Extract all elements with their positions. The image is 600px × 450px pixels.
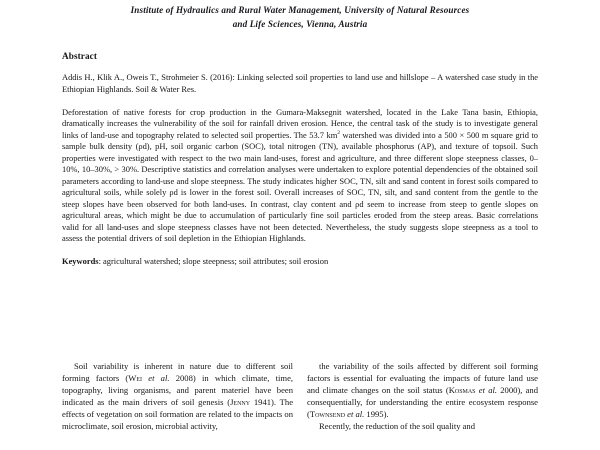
right-par2-text-a: Recently, the reduction of the soil quality and bbox=[319, 420, 476, 431]
left-par1-text-a: Soil variability is inherent in nature due to different soil forming factors ( bbox=[62, 361, 293, 383]
body-right-column bbox=[307, 361, 538, 433]
abstract-heading: Abstract bbox=[62, 51, 97, 62]
left-par1-text-d: 1941). The effects of vegetation on soil formation are related to the impacts on microclimate, soil erosion, microbial activity, bbox=[62, 396, 294, 431]
keywords-line bbox=[62, 245, 538, 268]
keywords-label: Keywords bbox=[62, 255, 99, 266]
left-par1-text-c: 2008) in which climate, time, topography, living organisms, and parent materiel have been indicated as the main drivers of soil genesis ( bbox=[62, 372, 294, 407]
abstract-body-superscript: 2 bbox=[337, 129, 341, 136]
affiliation-line-2: and Life Sciences, Vienna, Austria bbox=[232, 19, 368, 30]
affiliation-line-1: Institute of Hydraulics and Rural Water Management, University of Natural Resources bbox=[130, 4, 470, 15]
citation-etal-3: et al. bbox=[347, 408, 365, 419]
body-left-column bbox=[62, 361, 293, 433]
citation-etal-1: et al. bbox=[148, 372, 170, 383]
left-column-paragraph-1 bbox=[62, 361, 293, 433]
citation-jenny: Jenny bbox=[230, 396, 251, 407]
abstract-citation: Addis H., Klik A., Oweis T., Strohmeier S. (2016): Linking selected soil properties to land use and hillslope – A watershed case study in the Ethiopian Highlands. Soil & Water Res. bbox=[62, 72, 538, 94]
abstract-body-part-2: watershed was divided into a 500 × 500 m square grid to sample bulk density (ρd), pH, soil organic carbon (SOC), total nitrogen (TN), available phosphorus (AP), and texture of topsoil. Such properties were investigated with respect to the two main land-uses, forest and agriculture, and three different slope steepness classes, 0–10%, 10–30%, > 30%. Descriptive statistics and correlation analyses were undertaken to explore potential dependencies of the obtained soil parameters according to land-use and slope steepness. The study indicates higher SOC, TN, silt and sand content in forest soils compared to agricultural soils, while solely ρd is lower in the forest soil. Overall increases of SOC, TN, silt, and sand content from the gentle to the steep slopes have been observed for both land-uses. In contrast, clay content and ρd seem to increase from steep to gentle slopes on agricultural areas, which might be due to accumulation of particularly fine soil particles eroded from the steep areas. Basic correlations valid for all land-uses and slope steepness classes have not been detected. Nevertheless, the study suggests slope steepness as a tool to assess the potential drivers of soil depletion in the Ethiopian Highlands. bbox=[62, 129, 538, 244]
citation-townsend: Townsend bbox=[309, 408, 346, 419]
right-par1-text-a: the variability of the soils affected by different soil forming factors is essential for evaluating the impacts of future land use and climate changes on the soil status ( bbox=[307, 361, 538, 395]
citation-etal-2: et al. bbox=[478, 384, 497, 395]
abstract-body-part-1: Deforestation of native forests for crop production in the Gumara-Maksegnit watershed, located in the Lake Tana basin, Ethiopia, dramatically increases the vulnerability of the soil for rainfall driven erosion. Hence, the central task of the study is to investigate general links of land-use and topography related to selected soil properties. The 53.7 km bbox=[62, 106, 538, 140]
citation-wei: Wei bbox=[128, 372, 143, 383]
keywords-separator: : bbox=[98, 255, 104, 266]
right-par1-text-d: 1995). bbox=[364, 408, 389, 419]
page-content-block bbox=[62, 0, 538, 267]
citation-kosmas: Kosmas bbox=[448, 384, 476, 395]
affiliation-header bbox=[62, 0, 538, 32]
right-column-paragraph-1 bbox=[307, 361, 538, 421]
right-column-paragraph-2 bbox=[307, 421, 538, 433]
right-par1-text-c: 2000), and consequentially, for understanding the entire ecosystem response ( bbox=[307, 384, 538, 419]
abstract-body-paragraph bbox=[62, 95, 538, 245]
keywords-value: agricultural watershed; slope steepness; soil attributes; soil erosion bbox=[103, 255, 329, 266]
body-two-column-region bbox=[62, 361, 538, 450]
